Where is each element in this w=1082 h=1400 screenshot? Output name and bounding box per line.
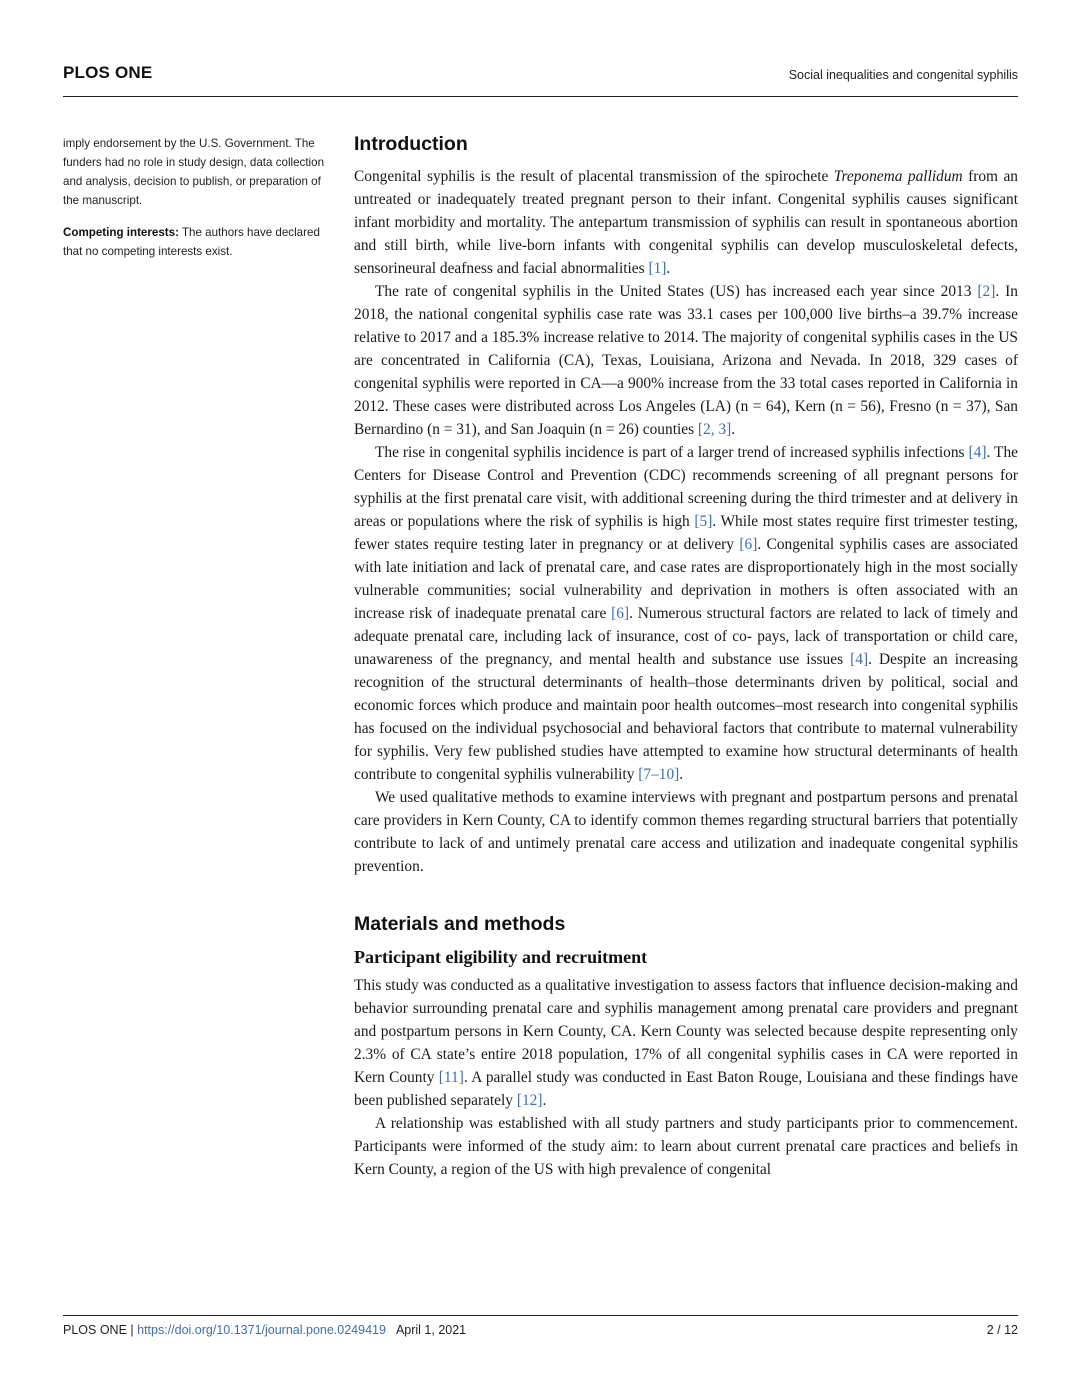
intro-paragraph-4: [354, 786, 1018, 878]
competing-interests-text: The authors have declared that no competing interests exist.: [63, 226, 320, 258]
text-run: . Despite an increasing recognition of the structural determinants of health–those determinants driven by political, social and economic forces which produce and maintain poor health outcomes–most research into congenital syphilis has focused on the individual psychosocial and behavioral factors that contribute to maternal vulnerability for syphilis. Very few published studies have attempted to examine how structural determinants of health contribute to congenital syphilis vulnerability: [354, 651, 1018, 783]
text-run: The rate of congenital syphilis in the United States (US) has increased each year since 2013: [375, 283, 978, 300]
citation-link[interactable]: [6]: [611, 605, 630, 622]
intro-paragraph-1: [354, 165, 1018, 280]
sidebar-notes: [63, 134, 335, 274]
article-body: [354, 130, 1018, 1181]
text-run: .: [679, 766, 684, 783]
text-run: . While most states require first trimester testing, fewer states require testing later in pregnancy or at delivery: [354, 513, 1018, 553]
competing-interests-label: Competing interests:: [63, 226, 179, 239]
footer-citation: [63, 1323, 466, 1337]
text-run: . Congenital syphilis cases are associated with late initiation and lack of prenatal care, and case rates are disproportionately high in the most socially vulnerable communities; social vulnerability and deprivation in mothers is often associated with an increase risk of inadequate prenatal care: [354, 536, 1018, 622]
page-number: 2 / 12: [986, 1323, 1018, 1337]
text-run: . Numerous structural factors are related to lack of timely and adequate prenatal care, including lack of insurance, cost of co- pays, lack of transportation or child care, unawareness of the pregnancy, and mental health and substance use issues: [354, 605, 1018, 668]
text-run: . The Centers for Disease Control and Prevention (CDC) recommends screening of all pregnant persons for syphilis at the first prenatal care visit, with additional screening during the third trimester and at delivery in areas or populations where the risk of syphilis is high: [354, 444, 1018, 530]
citation-link[interactable]: [1]: [648, 260, 667, 277]
intro-paragraph-2: [354, 280, 1018, 441]
citation-link[interactable]: [4]: [850, 651, 869, 668]
italic-term: Treponema pallidum: [833, 168, 963, 185]
citation-link[interactable]: [7–10]: [638, 766, 680, 783]
journal-logo: PLOS ONE: [63, 63, 153, 82]
footer-separator: |: [126, 1323, 138, 1337]
text-run: The rise in congenital syphilis incidence is part of a larger trend of increased syphilis infections: [375, 444, 969, 461]
citation-link[interactable]: [12]: [516, 1092, 543, 1109]
citation-link[interactable]: [2, 3]: [697, 421, 732, 438]
methods-paragraph-2: [354, 1112, 1018, 1181]
text-run: We used qualitative methods to examine interviews with pregnant and postpartum persons and prenatal care providers in Kern County, CA to identify common themes regarding structural barriers that potentially contribute to lack of and untimely prenatal care access and utilization and inadequate congenital syphilis prevention.: [354, 789, 1018, 875]
citation-link[interactable]: [6]: [739, 536, 758, 553]
doi-link[interactable]: https://doi.org/10.1371/journal.pone.0249419: [137, 1323, 386, 1337]
text-run: This study was conducted as a qualitative investigation to assess factors that influence decision-making and behavior surrounding prenatal care and syphilis management among prenatal care providers and pregnant and postpartum persons in Kern County, CA. Kern County was selected because despite representing only 2.3% of CA state’s entire 2018 population, 17% of all congenital syphilis cases in CA were reported in Kern County: [354, 977, 1018, 1086]
text-run: .: [731, 421, 736, 438]
footer-journal: PLOS ONE: [63, 1323, 127, 1337]
text-run: Congenital syphilis is the result of placental transmission of the spirochete: [354, 168, 834, 185]
citation-link[interactable]: [4]: [968, 444, 987, 461]
methods-heading: Materials and methods: [354, 913, 566, 935]
eligibility-subheading: Participant eligibility and recruitment: [354, 947, 648, 967]
text-run: .: [542, 1092, 547, 1109]
methods-paragraph-1: [354, 974, 1018, 1112]
text-run: . In 2018, the national congenital syphilis case rate was 33.1 cases per 100,000 live births–a 39.7% increase relative to 2017 and a 185.3% increase relative to 2014. The majority of congenital syphilis cases in the US are concentrated in California (CA), Texas, Louisiana, Arizona and Nevada. In 2018, 329 cases of congenital syphilis were reported in CA—a 900% increase from the 33 total cases reported in California in 2012. These cases were distributed across Los Angeles (LA) (n = 64), Kern (n = 56), Fresno (n = 37), San Bernardino (n = 31), and San Joaquin (n = 26) counties: [354, 283, 1018, 438]
citation-link[interactable]: [11]: [438, 1069, 464, 1086]
text-run: .: [666, 260, 671, 277]
introduction-heading: Introduction: [354, 133, 468, 155]
text-run: . A parallel study was conducted in East Baton Rouge, Louisiana and these findings have been published separately: [354, 1069, 1018, 1109]
citation-link[interactable]: [2]: [977, 283, 996, 300]
funding-statement: imply endorsement by the U.S. Government. The funders had no role in study design, data collection and analysis, decision to publish, or preparation of the manuscript.: [63, 137, 325, 207]
intro-paragraph-3: [354, 441, 1018, 786]
citation-link[interactable]: [5]: [694, 513, 713, 530]
header-divider: [63, 96, 1018, 97]
text-run: from an untreated or inadequately treated pregnant person to their infant. Congenital syphilis causes significant infant morbidity and mortality. The antepartum transmission of syphilis can result in spontaneous abortion and still birth, while live-born infants with congenital syphilis can develop musculoskeletal defects, sensorineural deafness and facial abnormalities: [354, 168, 1018, 277]
publication-date: April 1, 2021: [395, 1323, 467, 1337]
text-run: A relationship was established with all study partners and study participants prior to commencement. Participants were informed of the study aim: to learn about current prenatal care practices and beliefs in Kern County, a region of the US with high prevalence of congenital: [354, 1115, 1018, 1178]
footer-divider: [63, 1315, 1018, 1316]
running-title: Social inequalities and congenital syphilis: [788, 68, 1018, 82]
competing-interests: [63, 223, 335, 261]
